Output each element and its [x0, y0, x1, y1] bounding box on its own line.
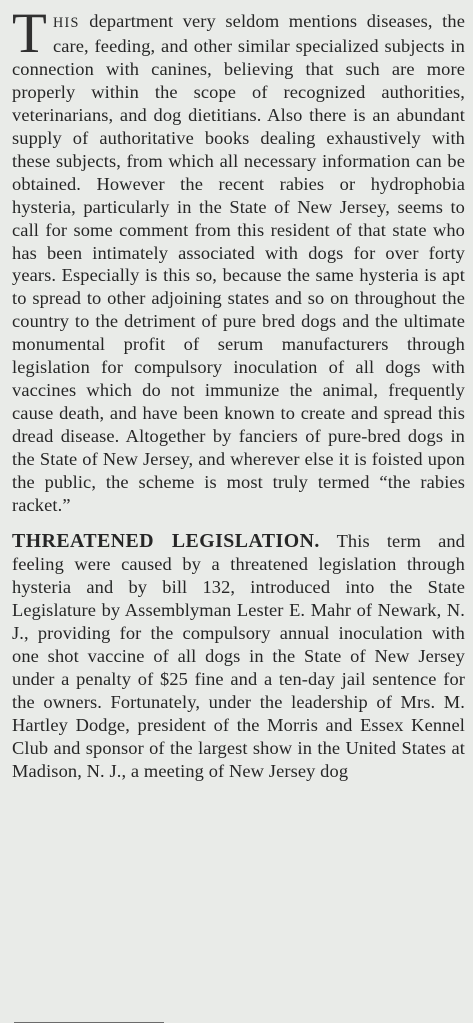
opening-word: HIS	[52, 15, 80, 31]
intro-paragraph	[12, 2, 465, 517]
section-heading: THREATENED LEGISLATION.	[12, 529, 320, 552]
intro-paragraph-text: department very seldom mentions diseases, the care, feeding, and other similar specialized subjects in connection with canines, believing that such are more properly within the scope of recognized authorities, veterinarians, and dog dietitians. Also there is an abundant supply of authoritative books dealing exhaustively with these subjects, from which all necessary information can be obtained. However the recent rabies or hydrophobia hysteria, particularly in the State of New Jersey, seems to call for some comment from this resident of that state who has been intimately associated with dogs for over forty years. Especially is this so, because the same hysteria is apt to spread to other adjoining states and so on throughout the country to the detriment of pure bred dogs and the ultimate monumental profit of serum manufacturers through legislation for compulsory inoculation of all dogs with vaccines which do not immunize the animal, frequently cause death, and have been known to create and spread this dread disease. Altogether by fanciers of pure-bred dogs in the State of New Jersey, and wherever else it is foisted upon the public, the scheme is most truly termed “the rabies racket.”	[12, 11, 465, 516]
legislation-paragraph	[12, 530, 465, 782]
drop-cap: T	[12, 2, 47, 65]
legislation-paragraph-text: This term and feeling were caused by a threatened legislation through hysteria and by bill 132, introduced into the State Legislature by Assemblyman Lester E. Mahr of Newark, N. J., providing for the compulsory annual inoculation with one shot vaccine of all dogs in the State of New Jersey under a penalty of $25 fine and a ten-day jail sentence for the owners. Fortunately, under the leadership of Mrs. M. Hartley Dodge, president of the Morris and Essex Kennel Club and sponsor of the largest show in the United States at Madison, N. J., a meeting of New Jersey dog	[12, 530, 465, 781]
